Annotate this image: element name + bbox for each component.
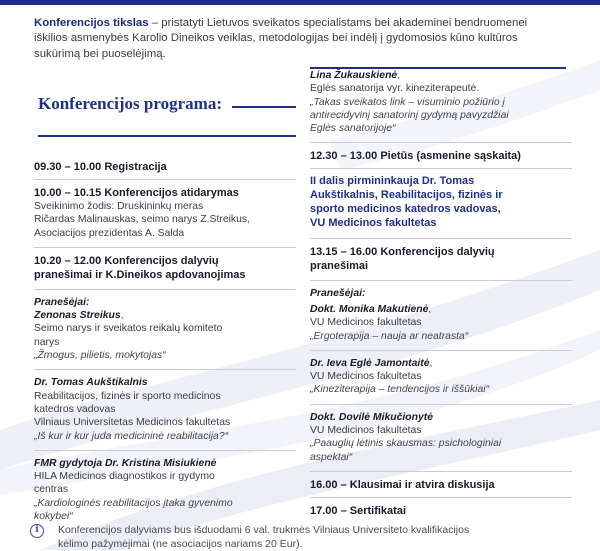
talk-title: „Kineziterapija – tendencijos ir iššūkiai“ xyxy=(310,384,490,396)
talk-title: aspektai“ xyxy=(310,451,353,463)
speaker-name: Zenonas Streikus xyxy=(34,310,121,322)
speaker-role: centras xyxy=(34,484,69,496)
opening-line: Asociacijos prezidentas A. Salda xyxy=(34,227,185,239)
speaker-role: VU Medicinos fakultetas xyxy=(310,371,422,383)
divider xyxy=(310,404,572,405)
talk-title: antirecidyvinį sanatorinį gydymą pavyzdžiai xyxy=(310,109,509,121)
speaker-entry xyxy=(310,303,572,343)
note-line: kėlimo pažymėjimai (ne asociacijos nariams 20 Eur). xyxy=(58,538,303,550)
speaker-role: VU Medicinos fakultetas xyxy=(310,425,422,437)
program-right-column xyxy=(310,69,572,518)
talk-title: „Paauglių lėtinis skausmas: psichologiniai xyxy=(310,438,502,450)
talk-title: Eglės sanatorijoje“ xyxy=(310,123,396,135)
speaker-name: Dr. Ieva Eglė Jamontaitė xyxy=(310,357,430,369)
chair-line: Aukštikalnis, Reabilitacijos, fizinės ir xyxy=(310,189,503,202)
session2-slot xyxy=(310,245,572,273)
speaker-name-suffix: , xyxy=(429,357,433,369)
divider xyxy=(34,247,296,248)
speaker-role: narys xyxy=(34,336,60,348)
discussion-slot: 16.00 – Klausimai ir atvira diskusija xyxy=(310,478,495,491)
talk-title: „Iš kur ir kur juda medicininė reabilitacija?“ xyxy=(34,430,229,442)
speakers-label: Pranešėjai: xyxy=(310,287,366,299)
chair-line: sporto medicinos katedros vadovas, xyxy=(310,203,501,216)
note-line: Konferencijos dalyviams bus išduodami 6 val. trukmės Vilniaus Universiteto kvalifikacijos xyxy=(58,524,470,536)
second-part-chair xyxy=(310,175,572,230)
divider xyxy=(310,142,572,143)
certificates-slot: 17.00 – Sertifikatai xyxy=(310,504,407,517)
program-title: Konferencijos programa: xyxy=(38,94,222,113)
speaker-name: Lina Žukauskienė xyxy=(310,70,398,81)
speaker-name-suffix: , xyxy=(428,303,432,315)
opening-line: Sveikinimo žodis: Druskininkų meras xyxy=(34,201,204,212)
speakers-label: Pranešėjai: xyxy=(34,296,90,308)
speaker-role: Eglės sanatorija vyr. kineziterapeutė. xyxy=(310,83,480,95)
divider-line-left xyxy=(38,135,296,137)
talk-title: „Kardiologinės reabilitacijos įtaka gyvenimo xyxy=(34,497,233,509)
divider xyxy=(310,238,572,239)
talk-title: „Takas sveikatos link – visuminio požiūrio į xyxy=(310,96,505,108)
program-left-column xyxy=(34,160,296,530)
session1-slot xyxy=(34,254,296,282)
chair-line: II dalis pirmininkauja Dr. Tomas xyxy=(310,175,475,188)
speaker-name: FMR gydytoja Dr. Kristina Misiukienė xyxy=(34,457,217,469)
session1-heading-line: 10.20 – 12.00 Konferencijos dalyvių xyxy=(34,254,219,267)
speaker-entry xyxy=(310,411,572,464)
title-underline-left xyxy=(232,106,296,108)
speaker-name: Dokt. Dovilė Mikučionytė xyxy=(310,411,433,423)
speaker-name-suffix: , xyxy=(397,70,401,81)
speaker-role: HILA Medicinos diagnostikos ir gydymo xyxy=(34,471,215,483)
chair-line: VU Medicinos fakultetas xyxy=(310,216,437,229)
goal-label: Konferencijos tikslas xyxy=(34,17,149,29)
talk-title: kokybei“ xyxy=(34,511,73,523)
speaker-name-suffix: , xyxy=(120,310,124,322)
divider xyxy=(310,350,572,351)
session2-heading-line: 13.15 – 16.00 Konferencijos dalyvių xyxy=(310,245,495,258)
speaker-entry xyxy=(34,457,296,523)
divider xyxy=(34,450,296,451)
speaker-entry xyxy=(310,357,572,397)
speaker-role: katedros vadovas xyxy=(34,403,116,415)
speaker-role: Reabilitacijos, fizinės ir sporto medicinos xyxy=(34,390,221,402)
speaker-entry xyxy=(310,69,572,135)
opening-heading: 10.00 – 10.15 Konferencijos atidarymas xyxy=(34,187,239,199)
divider xyxy=(310,497,572,498)
divider xyxy=(34,179,296,180)
conference-goal xyxy=(34,16,562,62)
session1-heading-line: pranešimai ir K.Dineikos apdovanojimas xyxy=(34,268,246,281)
speaker-name: Dokt. Monika Makutienė xyxy=(310,303,429,315)
speaker-entry xyxy=(34,309,296,362)
talk-title: „Ergoterapija – nauja ar neatrasta“ xyxy=(310,330,469,342)
speaker-name: Dr. Tomas Aukštikalnis xyxy=(34,377,148,389)
registration-slot: 09.30 – 10.00 Registracija xyxy=(34,161,167,173)
speaker-role: Seimo narys ir sveikatos reikalų komiteto xyxy=(34,323,223,335)
divider xyxy=(310,168,572,169)
divider xyxy=(34,289,296,290)
talk-title: „Žmogus, pilietis, mokytojas“ xyxy=(34,350,166,362)
opening-line: Ričardas Malinauskas, seimo narys Z.Streikus, xyxy=(34,214,250,226)
speaker-role: VU Medicinos fakultetas xyxy=(310,317,422,329)
info-icon: i xyxy=(30,524,44,538)
divider xyxy=(310,471,572,472)
session2-heading-line: pranešimai xyxy=(310,259,369,272)
opening-slot xyxy=(34,186,296,240)
lunch-slot: 12.30 – 13.00 Pietūs (asmenine sąskaita) xyxy=(310,150,521,163)
goal-text: – pristatyti Lietuvos sveikatos specialistams bei akademinei bendruomenei iškilios asmenybės Karolio Dineikos veiklas, metodologijas bei indėlį į gydomosios kūno kultūros sukūrimą bei puoselėjimą. xyxy=(34,17,528,60)
speaker-entry xyxy=(34,376,296,442)
speaker-role: Vilniaus Universitetas Medicinos fakultetas xyxy=(34,417,231,429)
divider xyxy=(310,280,572,281)
divider xyxy=(34,369,296,370)
